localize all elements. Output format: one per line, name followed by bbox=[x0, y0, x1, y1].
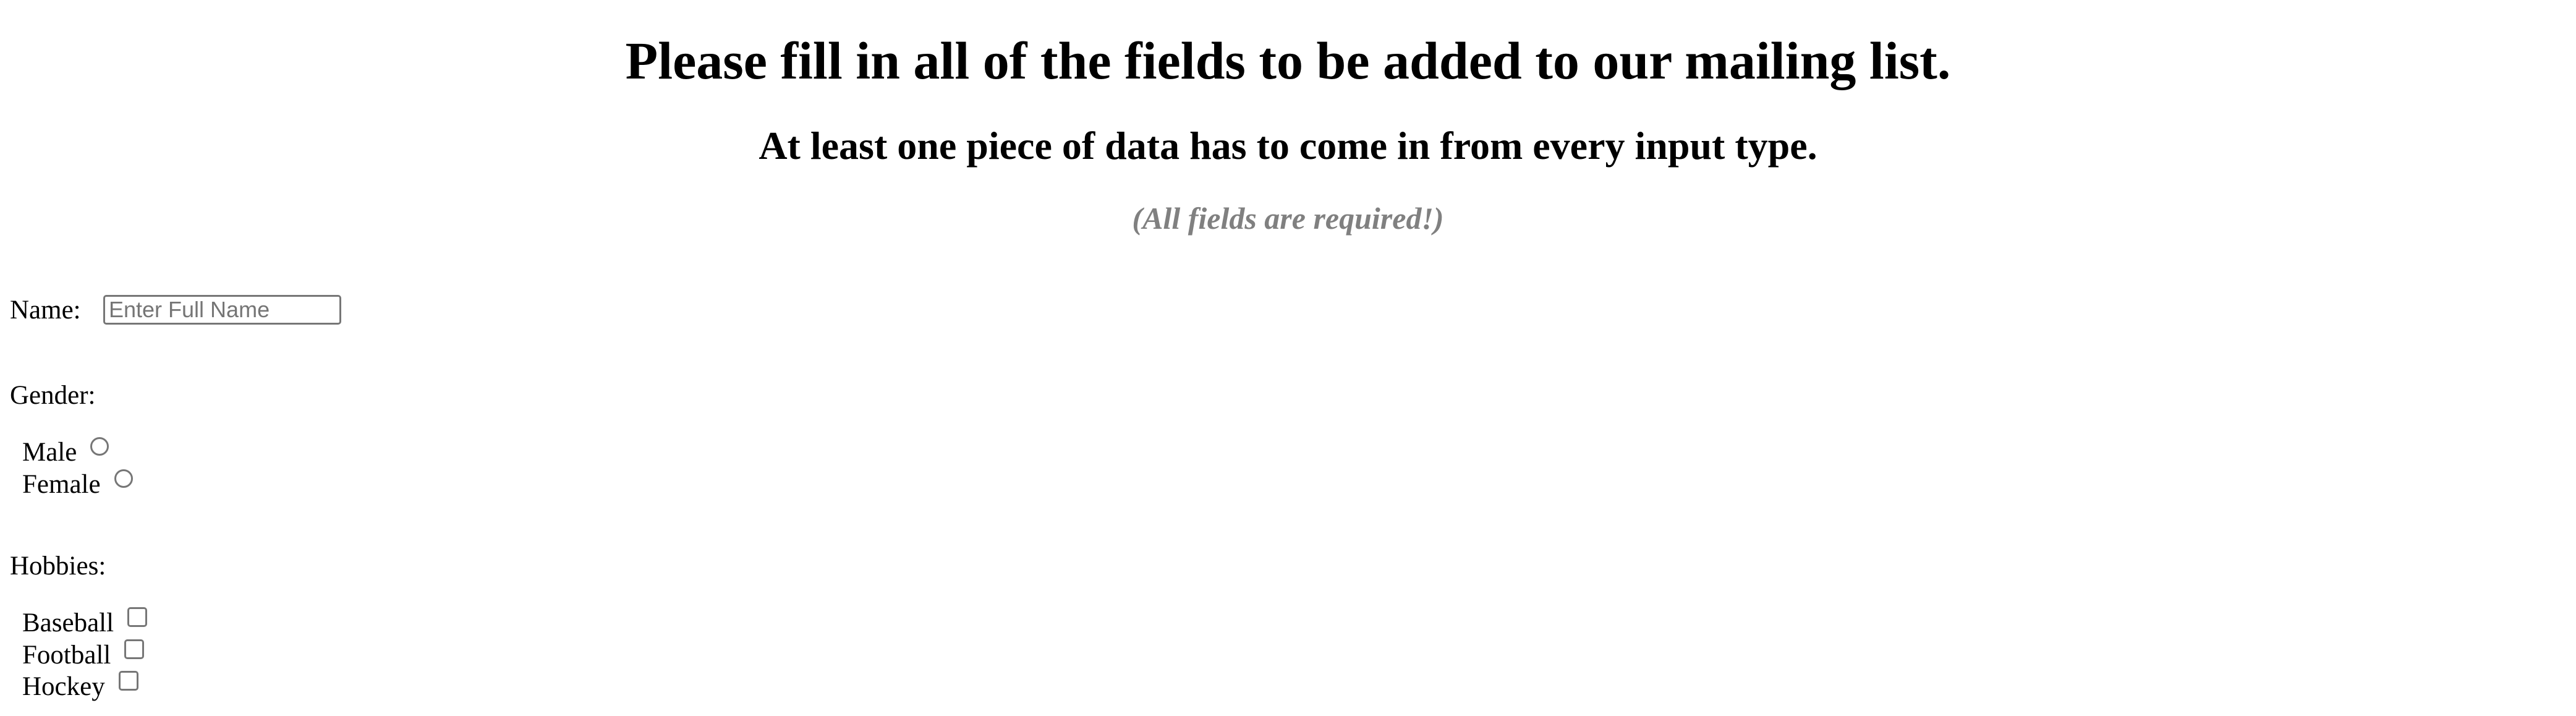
gender-label: Gender: bbox=[10, 381, 96, 410]
gender-option-label: Male bbox=[22, 438, 77, 467]
page-title: Please fill in all of the fields to be added to our mailing list. bbox=[625, 31, 1951, 90]
baseball-checkbox[interactable] bbox=[127, 607, 147, 627]
hobby-option-label: Football bbox=[22, 641, 111, 670]
hobby-option-hockey bbox=[22, 671, 138, 703]
name-input[interactable] bbox=[103, 295, 341, 325]
male-radio[interactable] bbox=[90, 437, 109, 456]
page-subtitle: At least one piece of data has to come in from every input type. bbox=[759, 124, 1817, 168]
hobby-option-football bbox=[22, 639, 144, 671]
football-checkbox[interactable] bbox=[124, 639, 144, 659]
required-note: (All fields are required!) bbox=[1132, 201, 1444, 236]
gender-option-male bbox=[22, 437, 109, 469]
hockey-checkbox[interactable] bbox=[119, 671, 138, 691]
hobby-option-label: Hockey bbox=[22, 672, 105, 701]
name-label: Name: bbox=[10, 296, 81, 325]
hobby-option-baseball bbox=[22, 607, 147, 639]
female-radio[interactable] bbox=[114, 469, 133, 488]
hobbies-label: Hobbies: bbox=[10, 552, 106, 581]
hobby-option-label: Baseball bbox=[22, 608, 114, 637]
gender-option-label: Female bbox=[22, 470, 101, 499]
gender-option-female bbox=[22, 469, 133, 501]
